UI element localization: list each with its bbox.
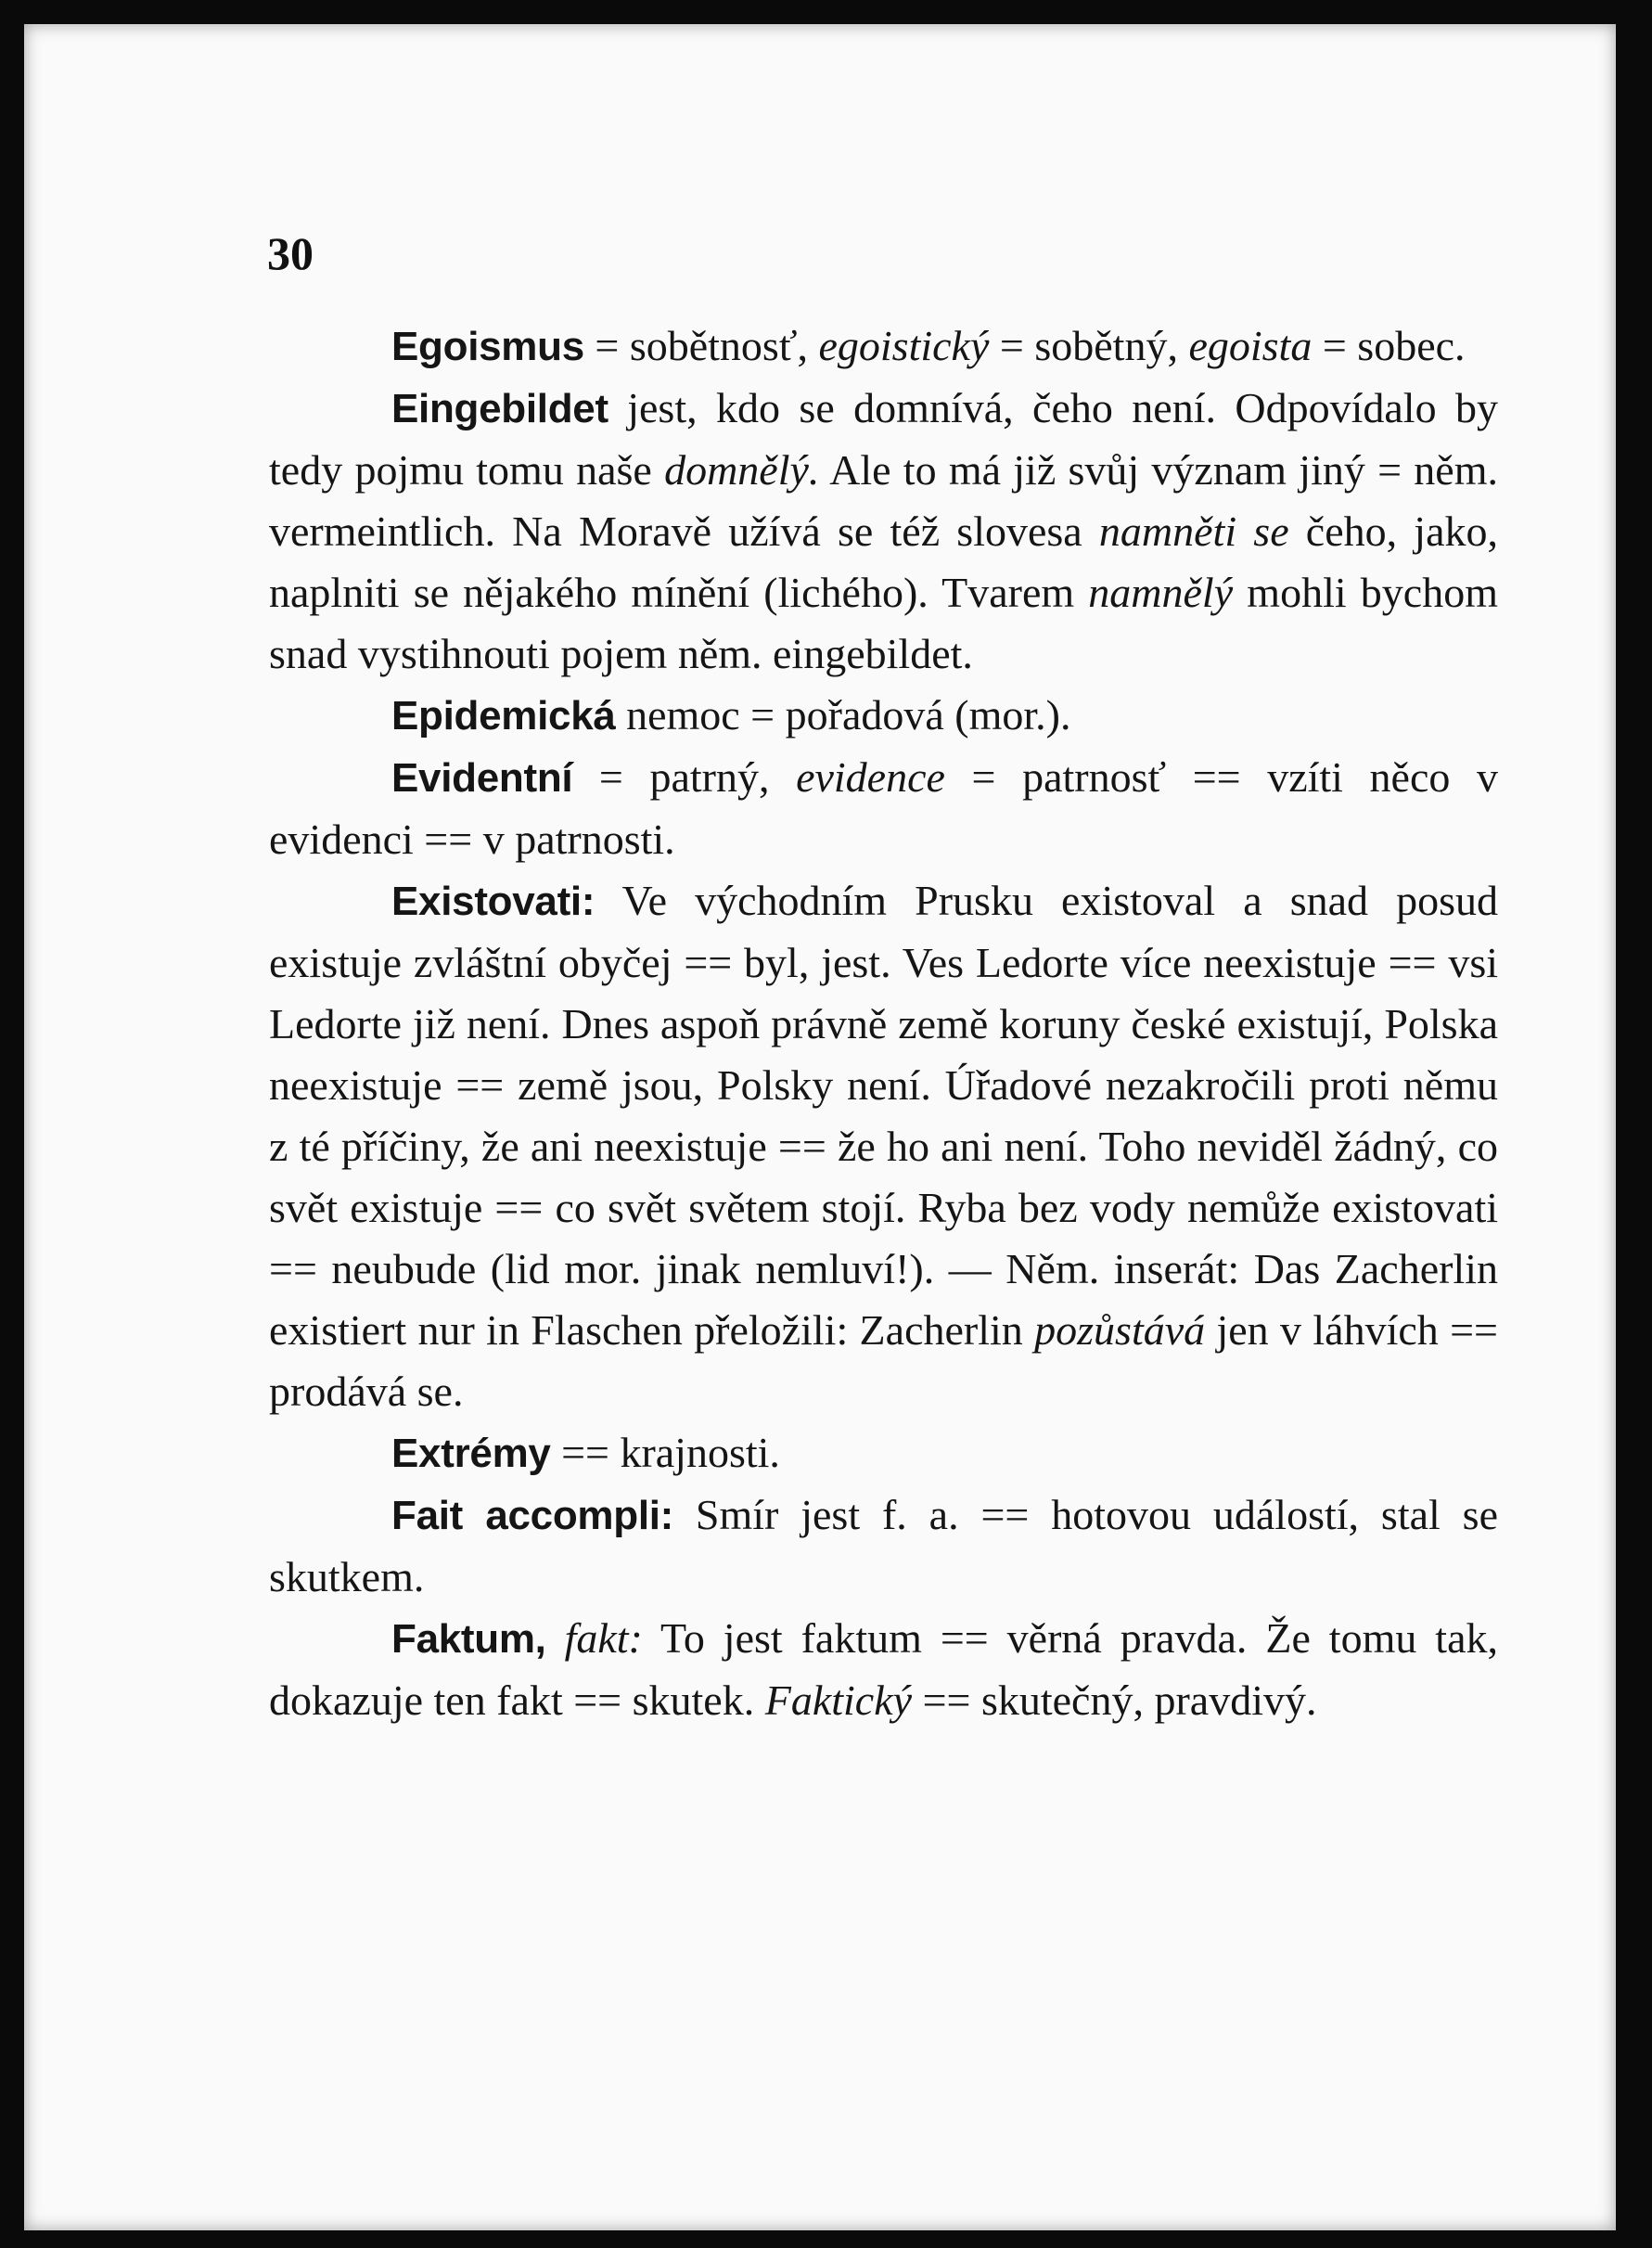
entry-term: Existovati: <box>391 879 595 924</box>
entry-term: Egoismus <box>391 324 584 369</box>
book-page <box>24 24 1616 2230</box>
dictionary-entry <box>269 378 1498 685</box>
dictionary-entry <box>269 315 1498 378</box>
page-number: 30 <box>267 227 314 279</box>
entry-italic-text: pozůstává <box>1034 1306 1206 1354</box>
dictionary-entry <box>269 747 1498 870</box>
entry-text: čeho, jako, naplniti se nějakého mínění (lichého). Tvarem <box>269 507 1499 616</box>
entry-italic-text: Faktický <box>764 1676 913 1724</box>
entry-term: Evidentní <box>391 755 573 801</box>
dictionary-entry <box>269 870 1498 1422</box>
entry-italic-text: domnělý. <box>664 446 820 494</box>
entry-term: Faktum, <box>391 1616 546 1662</box>
entry-text: jest, kdo se domnívá, čeho není. Odpovídalo by tedy pojmu tomu naše <box>269 384 1498 494</box>
entry-text: mohli bychom snad vystihnouti pojem něm. eingebildet. <box>269 569 1498 677</box>
entry-text: Smír jest f. a. == hotovou událostí, stal se skutkem. <box>269 1491 1498 1600</box>
entry-text: = sobětnosť, <box>583 322 819 369</box>
entry-text: == skutečný, pravdivý. <box>912 1676 1317 1724</box>
entry-term: Eingebildet <box>391 386 608 431</box>
entry-italic-text: namněti se <box>1098 507 1289 555</box>
entry-italic-text: fakt: <box>564 1614 643 1662</box>
entry-text <box>546 1614 565 1662</box>
entry-text: = sobětný, <box>989 322 1189 369</box>
entry-italic-text: egoista <box>1188 322 1313 369</box>
dictionary-entry <box>269 1608 1498 1731</box>
entry-italic-text: egoistický <box>818 322 990 369</box>
dictionary-entry <box>269 1422 1498 1484</box>
entry-italic-text: namnělý <box>1088 569 1234 616</box>
entry-text: jen v láhvích == prodává se. <box>269 1306 1498 1415</box>
entry-term: Fait accompli: <box>391 1493 674 1538</box>
entry-text: To jest faktum == věrná pravda. Že tomu tak, dokazuje ten fakt == skutek. <box>269 1614 1499 1724</box>
dictionary-text <box>269 315 1498 1731</box>
entry-text: = patrný, <box>572 753 797 801</box>
entry-text: Ale to má již svůj význam jiný = něm. vermeintlich. Na Moravě užívá se též slovesa <box>269 446 1498 555</box>
entry-text: nemoc = pořadová (mor.). <box>615 691 1071 739</box>
dictionary-entry <box>269 1484 1498 1608</box>
entry-italic-text: evidence <box>796 753 945 801</box>
entry-text: Ve východním Prusku existoval a snad posud existuje zvláštní obyčej == byl, jest. Ves Ledorte více neexistuje == vsi Ledorte již není. Dnes aspoň právně země koruny české existují, Polska neexistuje == země jsou, Polsky není. Úřadové nezakročili proti němu z té příčiny, že ani neexistuje == že ho ani není. Toho neviděl žádný, co svět existuje == co svět světem stojí. Ryba bez vody nemůže existovati == neubude (lid mor. jinak nemluví!). — Něm. inserát: Das Zacherlin existiert nur in Flaschen přeložili: Zacherlin <box>269 877 1498 1354</box>
entry-text: == krajnosti. <box>550 1429 780 1476</box>
entry-term: Extrémy <box>391 1431 551 1476</box>
dictionary-entry <box>269 685 1498 747</box>
entry-text: = sobec. <box>1312 322 1466 369</box>
entry-term: Epidemická <box>391 693 616 739</box>
entry-text: = patrnosť == vzíti něco v evidenci == v patrnosti. <box>269 753 1498 863</box>
